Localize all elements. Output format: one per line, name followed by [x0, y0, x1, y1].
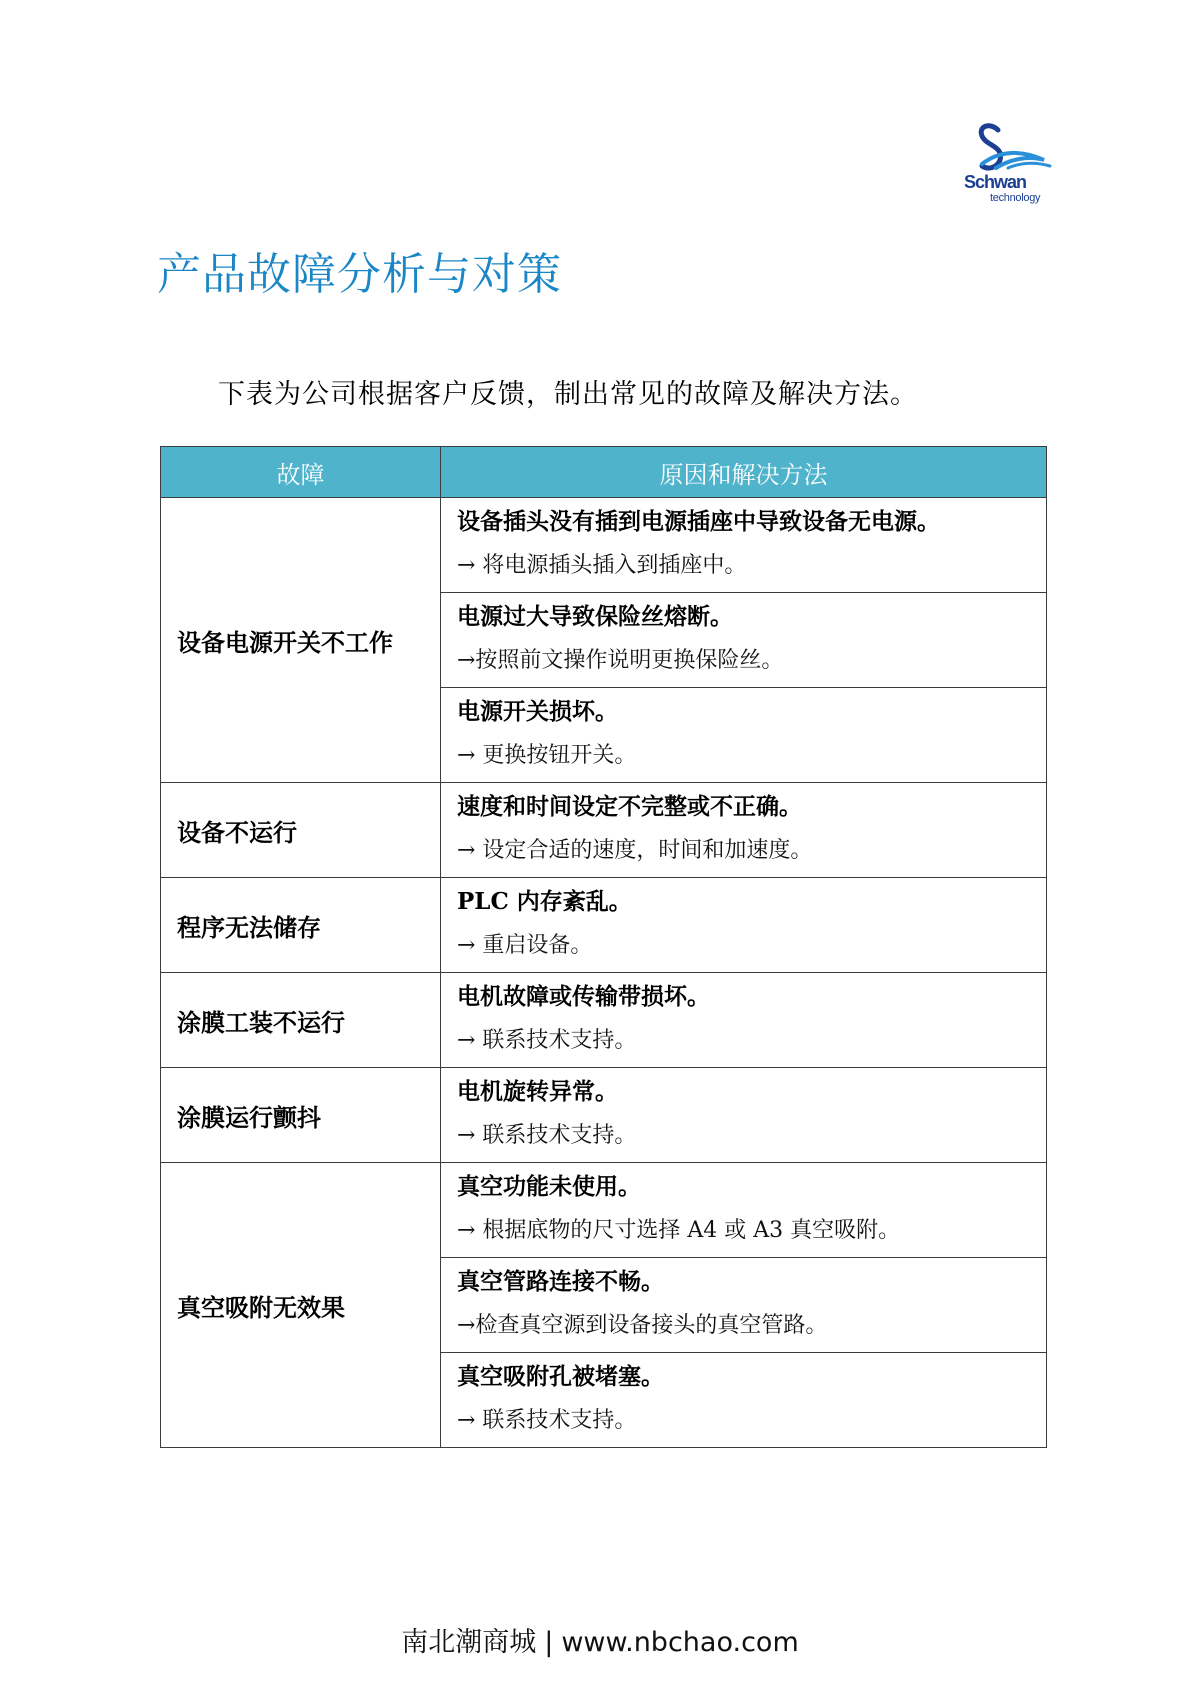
solution-cell	[441, 1068, 1047, 1163]
solution-cell	[441, 1258, 1047, 1353]
solution-text: → 将电源插头插入到插座中。	[457, 553, 747, 578]
logo-sub-text: technology	[990, 192, 1041, 204]
solution-text: → 重启设备。	[457, 933, 593, 958]
solution-cell	[441, 878, 1047, 973]
cause-text: 真空功能未使用。	[457, 1173, 641, 1200]
fault-cell: 设备不运行	[161, 783, 441, 878]
table-row	[161, 498, 1047, 593]
fault-cell: 真空吸附无效果	[161, 1163, 441, 1448]
cause-text: 真空吸附孔被堵塞。	[457, 1363, 664, 1390]
solution-text: → 更换按钮开关。	[457, 743, 637, 768]
solution-cell	[441, 1163, 1047, 1258]
footer-site-name: 南北潮商城	[401, 1627, 537, 1658]
solution-text: →按照前文操作说明更换保险丝。	[457, 648, 784, 673]
cause-text: 电源过大导致保险丝熔断。	[457, 603, 733, 630]
cause-text: PLC 内存紊乱。	[457, 888, 632, 915]
fault-cell: 涂膜工装不运行	[161, 973, 441, 1068]
table-row	[161, 1068, 1047, 1163]
header-fault: 故障	[161, 447, 441, 498]
table-row	[161, 783, 1047, 878]
fault-cell: 涂膜运行颤抖	[161, 1068, 441, 1163]
solution-text: → 联系技术支持。	[457, 1408, 637, 1433]
logo-brand-text: Schwan	[964, 172, 1027, 192]
solution-cell	[441, 1353, 1047, 1448]
cause-text: 电机故障或传输带损坏。	[457, 983, 710, 1010]
fault-cell: 设备电源开关不工作	[161, 498, 441, 783]
solution-text: → 联系技术支持。	[457, 1028, 637, 1053]
swan-icon	[960, 120, 1060, 180]
fault-table	[160, 446, 1047, 1448]
solution-text: → 根据底物的尺寸选择 A4 或 A3 真空吸附。	[457, 1218, 901, 1243]
table-row	[161, 1163, 1047, 1258]
solution-cell	[441, 783, 1047, 878]
cause-text: 真空管路连接不畅。	[457, 1268, 664, 1295]
footer	[0, 1620, 1200, 1659]
solution-cell	[441, 498, 1047, 593]
solution-cell	[441, 688, 1047, 783]
solution-text: → 联系技术支持。	[457, 1123, 637, 1148]
table-header-row	[161, 447, 1047, 498]
cause-text: 电机旋转异常。	[457, 1078, 618, 1105]
solution-cell	[441, 973, 1047, 1068]
solution-text: →检查真空源到设备接头的真空管路。	[457, 1313, 828, 1338]
cause-text: 设备插头没有插到电源插座中导致设备无电源。	[457, 508, 940, 535]
page-title: 产品故障分析与对策	[157, 249, 562, 300]
solution-text: → 设定合适的速度，时间和加速度。	[457, 838, 813, 863]
table-row	[161, 878, 1047, 973]
fault-cell: 程序无法储存	[161, 878, 441, 973]
cause-text: 电源开关损坏。	[457, 698, 618, 725]
table-row	[161, 973, 1047, 1068]
solution-cell	[441, 593, 1047, 688]
cause-text: 速度和时间设定不完整或不正确。	[457, 793, 802, 820]
footer-url-link[interactable]: www.nbchao.com	[561, 1627, 799, 1658]
footer-separator: |	[544, 1627, 554, 1658]
header-solution: 原因和解决方法	[441, 447, 1047, 498]
intro-text: 下表为公司根据客户反馈，制出常见的故障及解决方法。	[218, 379, 918, 410]
company-logo	[960, 120, 1060, 210]
